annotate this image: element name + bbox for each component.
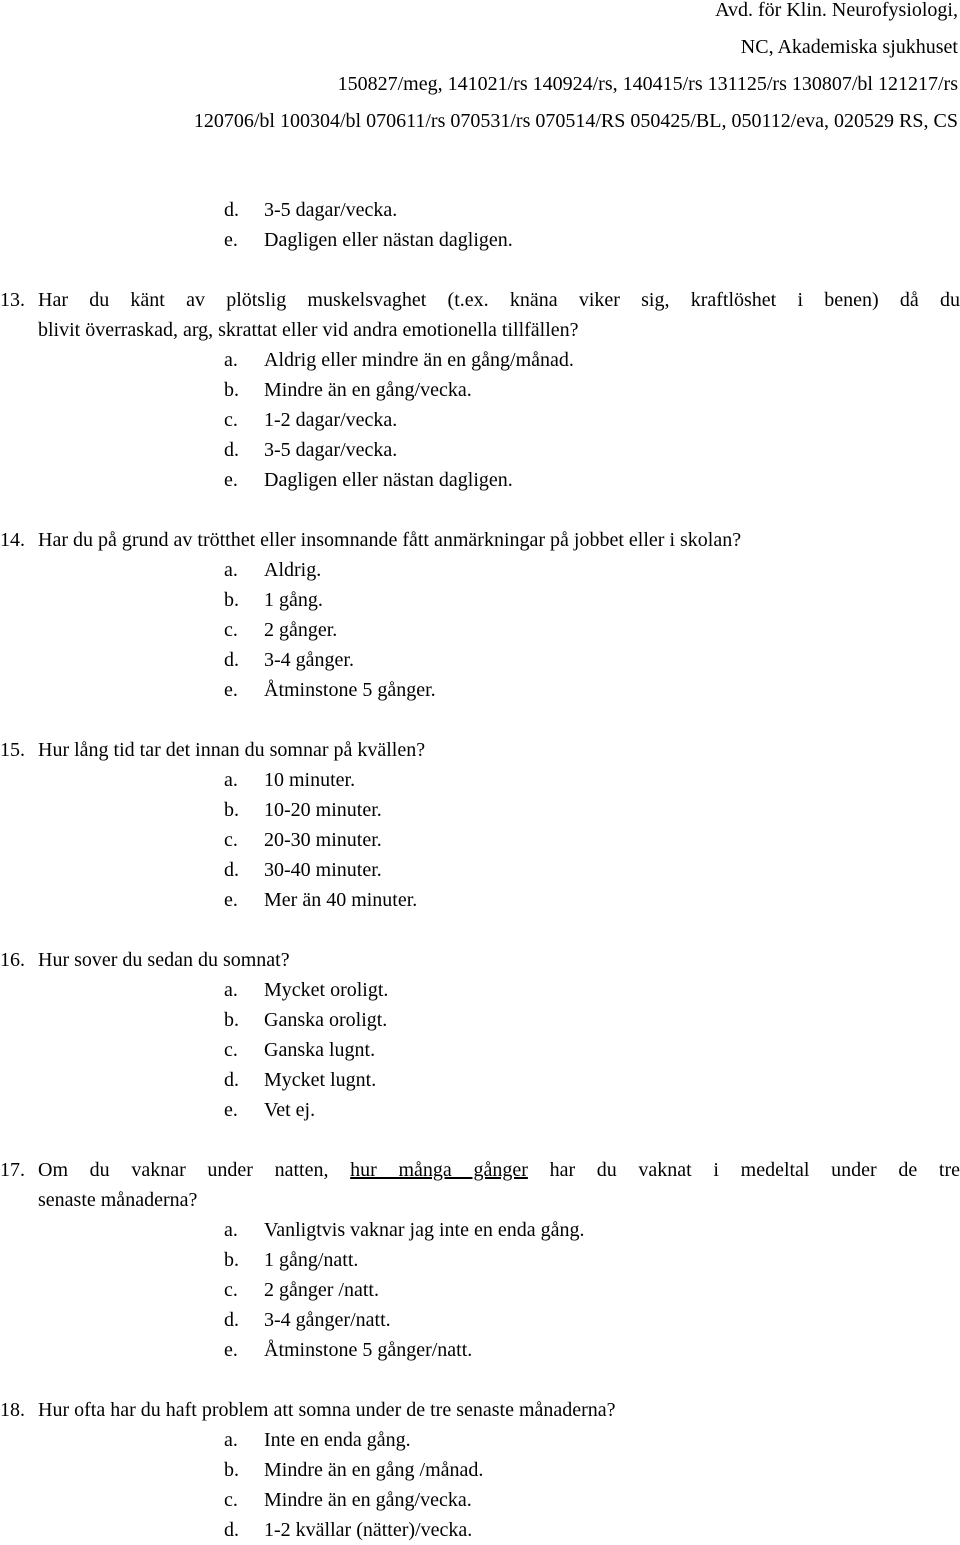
option-letter: e.	[224, 1099, 238, 1121]
q17-option-a	[224, 1215, 584, 1245]
option-text: 2 gånger.	[264, 619, 338, 641]
option-letter: a.	[224, 559, 238, 581]
q13-option-b	[224, 375, 472, 405]
option-letter: d.	[224, 649, 239, 671]
header-revision-line-2: 120706/bl 100304/bl 070611/rs 070531/rs 070514/RS 050425/BL, 050112/eva, 020529 RS, CS	[193, 110, 958, 132]
option-letter: e.	[224, 889, 238, 911]
option-text: 1-2 kvällar (nätter)/vecka.	[264, 1519, 473, 1541]
q17-option-d	[224, 1305, 391, 1335]
option-letter: e.	[224, 229, 238, 251]
option-text: Åtminstone 5 gånger.	[264, 679, 436, 701]
option-letter: d.	[224, 859, 239, 881]
q12-option-e	[224, 225, 513, 255]
option-letter: b.	[224, 799, 239, 821]
option-text: 20-30 minuter.	[264, 829, 382, 851]
option-text: Ganska oroligt.	[264, 1009, 388, 1031]
q17-option-c	[224, 1275, 379, 1305]
option-text: Mindre än en gång/vecka.	[264, 379, 472, 401]
option-letter: e.	[224, 469, 238, 491]
q14-option-e	[224, 675, 436, 705]
header-department: Avd. för Klin. Neurofysiologi,	[715, 0, 958, 21]
option-letter: d.	[224, 1069, 239, 1091]
option-text: 10-20 minuter.	[264, 799, 382, 821]
q17-option-b	[224, 1245, 358, 1275]
option-text: 1 gång.	[264, 589, 323, 611]
option-letter: c.	[224, 619, 238, 641]
q15-option-a	[224, 765, 355, 795]
q16-option-a	[224, 975, 388, 1005]
q18-number: 18.	[0, 1399, 25, 1421]
q13-option-c	[224, 405, 397, 435]
q13-option-e	[224, 465, 513, 495]
option-letter: b.	[224, 1459, 239, 1481]
q17-number: 17.	[0, 1159, 25, 1181]
header-hospital: NC, Akademiska sjukhuset	[740, 36, 958, 58]
q16-option-b	[224, 1005, 387, 1035]
option-text: Dagligen eller nästan dagligen.	[264, 469, 513, 491]
option-text: Åtminstone 5 gånger/natt.	[264, 1339, 473, 1361]
header-revision-line-1: 150827/meg, 141021/rs 140924/rs, 140415/rs 131125/rs 130807/bl 121217/rs	[337, 73, 958, 95]
q12-option-d	[224, 195, 397, 225]
q17-text-underlined: hur många gånger	[350, 1159, 528, 1181]
q16-number: 16.	[0, 949, 25, 971]
option-text: Mindre än en gång/vecka.	[264, 1489, 472, 1511]
option-letter: c.	[224, 1279, 238, 1301]
option-letter: b.	[224, 1009, 239, 1031]
q17-option-e	[224, 1335, 472, 1365]
option-letter: e.	[224, 1339, 238, 1361]
option-text: Mer än 40 minuter.	[264, 889, 418, 911]
option-text: 2 gånger /natt.	[264, 1279, 379, 1301]
q16-option-d	[224, 1065, 376, 1095]
option-text: 3-4 gånger/natt.	[264, 1309, 391, 1331]
option-letter: a.	[224, 1219, 238, 1241]
option-text: 3-5 dagar/vecka.	[264, 439, 398, 461]
q14-option-b	[224, 585, 323, 615]
q15-option-d	[224, 855, 382, 885]
q13-option-a	[224, 345, 574, 375]
q17-text-post: har du vaknat i medeltal under de tre	[549, 1159, 960, 1181]
option-letter: a.	[224, 769, 238, 791]
q18-option-c	[224, 1485, 472, 1515]
option-text: 30-40 minuter.	[264, 859, 382, 881]
option-text: 10 minuter.	[264, 769, 356, 791]
q14-number: 14.	[0, 529, 25, 551]
option-letter: d.	[224, 199, 239, 221]
option-letter: c.	[224, 829, 238, 851]
option-letter: d.	[224, 1519, 239, 1541]
option-text: Mycket lugnt.	[264, 1069, 377, 1091]
option-letter: c.	[224, 1489, 238, 1511]
q17-text-line-2: senaste månaderna?	[38, 1189, 198, 1211]
option-text: Mindre än en gång /månad.	[264, 1459, 484, 1481]
q13-option-d	[224, 435, 397, 465]
option-text: Vet ej.	[264, 1099, 316, 1121]
option-text: 3-5 dagar/vecka.	[264, 199, 398, 221]
option-text: 1-2 dagar/vecka.	[264, 409, 398, 431]
option-text: Aldrig eller mindre än en gång/månad.	[264, 349, 574, 371]
q15-option-b	[224, 795, 382, 825]
option-letter: c.	[224, 1039, 238, 1061]
q14-option-a	[224, 555, 321, 585]
q17-text-pre: Om du vaknar under natten,	[38, 1159, 329, 1181]
q13-number: 13.	[0, 289, 25, 311]
q15-number: 15.	[0, 739, 25, 761]
q14-text: Har du på grund av trötthet eller insomnande fått anmärkningar på jobbet eller i skolan?	[38, 529, 742, 551]
option-letter: d.	[224, 439, 239, 461]
q18-option-d	[224, 1515, 472, 1545]
q15-option-e	[224, 885, 417, 915]
q13-text-line-1: Har du känt av plötslig muskelsvaghet (t.ex. knäna viker sig, kraftlöshet i benen) då du	[38, 289, 960, 311]
q14-option-c	[224, 615, 337, 645]
option-letter: e.	[224, 679, 238, 701]
option-letter: b.	[224, 589, 239, 611]
option-letter: a.	[224, 349, 238, 371]
option-text: 1 gång/natt.	[264, 1249, 359, 1271]
option-text: Inte en enda gång.	[264, 1429, 411, 1451]
q17-text-line-1	[38, 1155, 960, 1185]
option-text: Dagligen eller nästan dagligen.	[264, 229, 513, 251]
q13-text-line-2: blivit överraskad, arg, skrattat eller vid andra emotionella tillfällen?	[38, 319, 579, 341]
q15-option-c	[224, 825, 382, 855]
q16-option-e	[224, 1095, 315, 1125]
option-text: 3-4 gånger.	[264, 649, 354, 671]
q18-option-b	[224, 1455, 483, 1485]
q18-text: Hur ofta har du haft problem att somna under de tre senaste månaderna?	[38, 1399, 616, 1421]
option-text: Vanligtvis vaknar jag inte en enda gång.	[264, 1219, 585, 1241]
option-letter: a.	[224, 979, 238, 1001]
q16-text: Hur sover du sedan du somnat?	[38, 949, 290, 971]
option-letter: b.	[224, 379, 239, 401]
q18-option-a	[224, 1425, 411, 1455]
option-text: Aldrig.	[264, 559, 322, 581]
option-text: Mycket oroligt.	[264, 979, 389, 1001]
q14-option-d	[224, 645, 354, 675]
option-letter: d.	[224, 1309, 239, 1331]
option-letter: b.	[224, 1249, 239, 1271]
option-text: Ganska lugnt.	[264, 1039, 376, 1061]
option-letter: a.	[224, 1429, 238, 1451]
q15-text: Hur lång tid tar det innan du somnar på kvällen?	[38, 739, 426, 761]
option-letter: c.	[224, 409, 238, 431]
q16-option-c	[224, 1035, 375, 1065]
